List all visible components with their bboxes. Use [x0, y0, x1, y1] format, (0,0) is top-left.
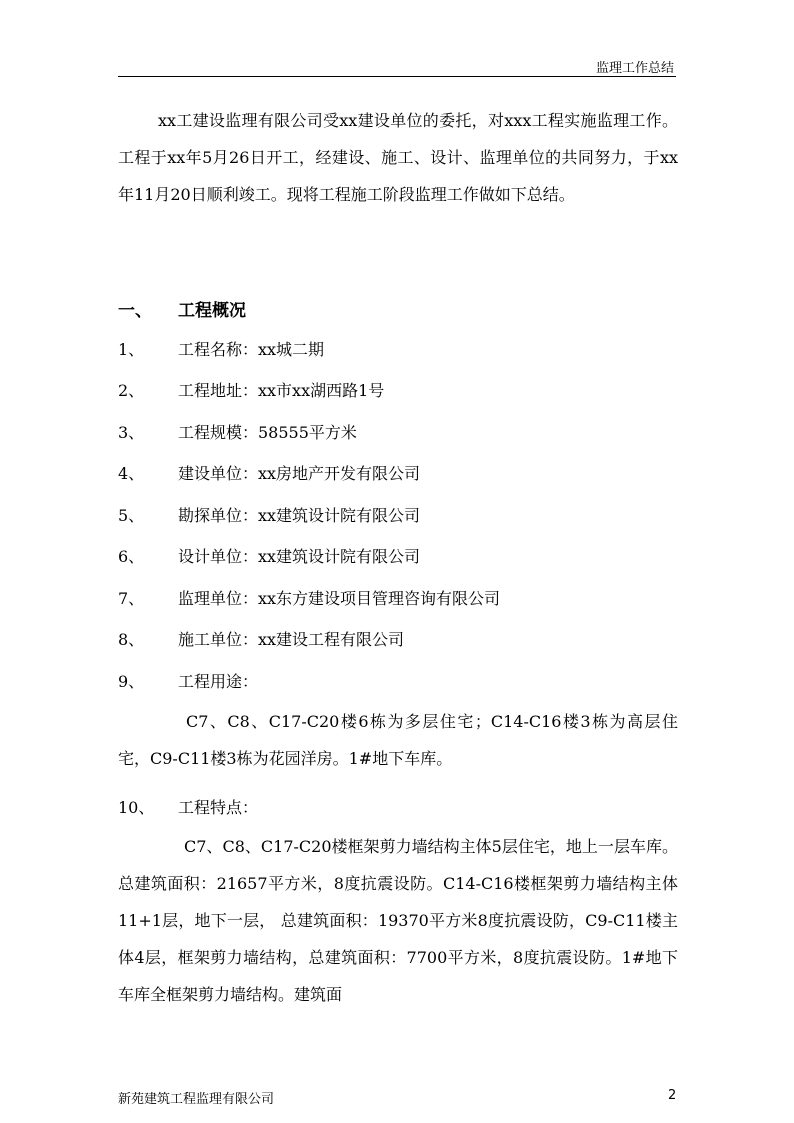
- intro-paragraph: xx工建设监理有限公司受xx建设单位的委托，对xxx工程实施监理工作。工程于xx年5月26日开工，经建设、施工、设计、监理单位的共同努力，于xx年11月20日顺利竣工。现将工程施工阶段监理工作做如下总结。: [118, 111, 678, 204]
- item-text: 工程地址：xx市xx湖西路1号: [178, 381, 385, 400]
- item-number: 9、: [118, 672, 145, 691]
- page-number: 2: [668, 1088, 677, 1103]
- features-paragraph: C7、C8、C17-C20楼框架剪力墙结构主体5层住宅，地上一层车库。总建筑面积：21657平方米，8度抗震设防。C14-C16楼框架剪力墙结构主体11+1层，地下一层， 总建筑面积：19370平方米8度抗震设防，C9-C11楼主体4层，框架剪力墙结构，总建筑面积：7700平方米，8度抗震设防。1#地下车库全框架剪力墙结构。建筑面: [118, 837, 678, 1004]
- item-text: 工程名称：xx城二期: [178, 340, 325, 359]
- item-number: 4、: [118, 464, 145, 483]
- item-text: 工程规模：58555平方米: [178, 423, 357, 442]
- footer-company: 新苑建筑工程监理有限公司: [118, 1092, 275, 1107]
- item-number: 3、: [118, 423, 145, 442]
- item-text: 工程特点：: [178, 798, 259, 817]
- item-number: 2、: [118, 381, 145, 400]
- page-header-title: 监理工作总结: [595, 61, 674, 76]
- section-title: 工程概况: [178, 301, 246, 321]
- item-text: 建设单位：xx房地产开发有限公司: [178, 464, 421, 483]
- item-text: 设计单位：xx建筑设计院有限公司: [178, 547, 421, 566]
- item-text: 监理单位：xx东方建设项目管理咨询有限公司: [178, 589, 501, 608]
- item-number: 8、: [118, 630, 145, 649]
- item-number: 10、: [118, 798, 155, 817]
- item-number: 5、: [118, 506, 145, 525]
- item-text: 勘探单位：xx建筑设计院有限公司: [178, 506, 421, 525]
- item-number: 1、: [118, 340, 145, 359]
- usage-paragraph: C7、C8、C17-C20楼6栋为多层住宅；C14-C16楼3栋为高层住宅，C9-C11楼3栋为花园洋房。1#地下车库。: [118, 712, 678, 768]
- item-text: 工程用途：: [178, 672, 259, 691]
- section-number: 一、: [118, 301, 152, 321]
- item-number: 7、: [118, 589, 145, 608]
- item-text: 施工单位：xx建设工程有限公司: [178, 630, 405, 649]
- item-number: 6、: [118, 547, 145, 566]
- header-rule: [118, 76, 676, 77]
